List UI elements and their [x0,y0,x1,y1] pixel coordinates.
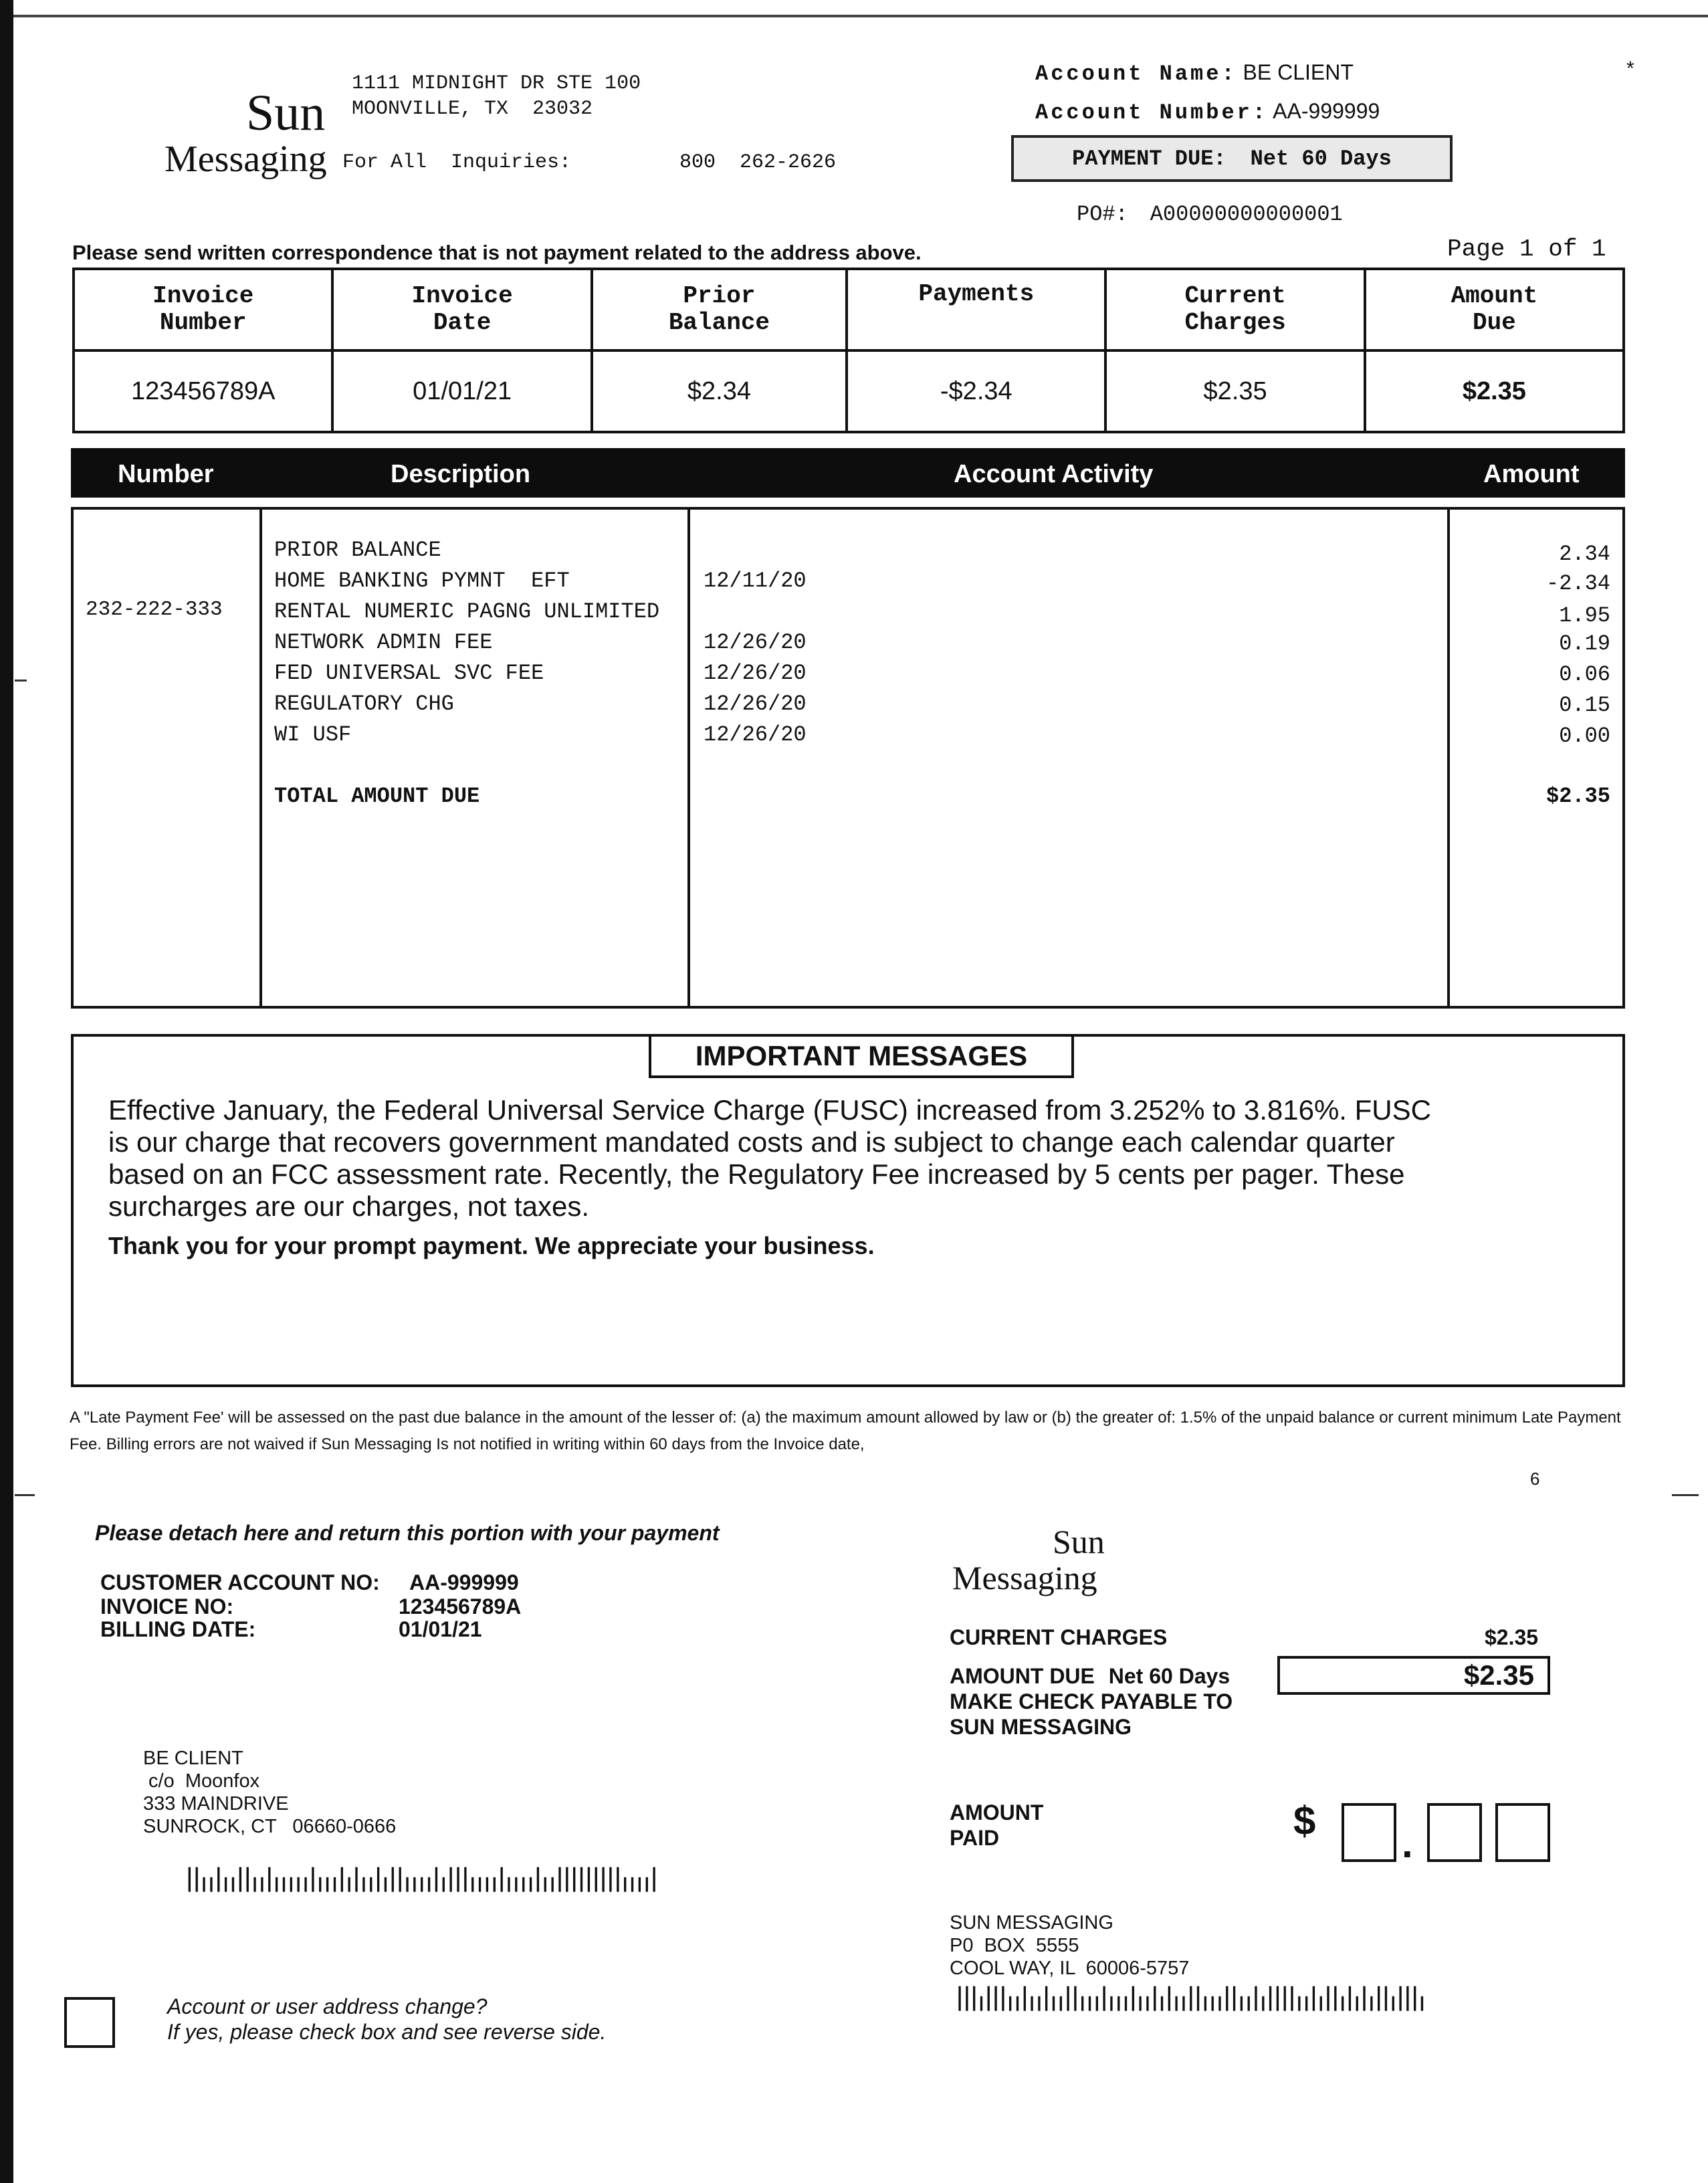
summary-header-prior-balance: Prior Balance [592,269,847,350]
barcode-bar [551,1877,553,1892]
barcode-bar [377,1867,379,1892]
barcode-bar [319,1877,321,1892]
decimal-point: . [1402,1821,1413,1866]
barcode-bar [988,1986,990,2011]
summary-header-row [74,269,1624,350]
barcode-bar [399,1867,401,1892]
barcode-bar [1096,1996,1098,2011]
column-divider [259,510,262,1006]
summary-invoice-number: 123456789A [74,350,332,432]
po-row [1077,201,1343,227]
barcode-bar [457,1867,459,1892]
barcode-bar [1414,1986,1416,2011]
barcode-bar [276,1877,278,1892]
customer-address [143,1747,396,1838]
summary-prior-balance: $2.34 [592,350,847,432]
barcode-bar [1385,1986,1387,2011]
barcode-bar [1241,1996,1243,2011]
invoice-no-value: 123456789A [399,1594,522,1619]
payment-due-box [1011,135,1453,182]
activity-row-amount: 0.00 [1559,724,1610,748]
barcode-bar [385,1877,387,1892]
amount-due-terms: Net 60 Days [1108,1664,1231,1688]
amount-due-label: AMOUNT DUE [950,1664,1095,1688]
barcode-bar [1024,1986,1026,2011]
barcode-bar [217,1867,219,1892]
remit-postal-barcode [914,1985,1477,2013]
activity-row-description: PRIOR BALANCE [274,538,441,562]
activity-row-amount: 1.95 [1559,603,1610,628]
amount-due-row [950,1664,1230,1689]
barcode-bar [1204,1996,1206,2011]
detach-note: Please detach here and return this portion with your payment [95,1521,720,1545]
fold-mark [15,680,27,682]
thank-you-message: Thank you for your prompt payment. We appreciate your business. [108,1232,875,1259]
account-activity-table [71,507,1625,1009]
barcode-bar [1421,1996,1423,2011]
barcode-bar [646,1877,648,1892]
detach-mark-right [1672,1494,1699,1496]
activity-account-number: 232-222-333 [86,598,223,621]
company-logo-sun: Sun [246,85,326,141]
barcode-bar [1074,1986,1076,2011]
activity-row-amount: 0.06 [1559,662,1610,687]
barcode-bar [1255,1986,1257,2011]
remit-address-line: SUN MESSAGING [950,1912,1113,1934]
barcode-bar [508,1877,510,1892]
important-messages-title: IMPORTANT MESSAGES [649,1034,1074,1078]
amount-paid-line2: PAID [950,1826,1000,1850]
barcode-bar [1305,1996,1307,2011]
barcode-bar [602,1867,604,1892]
customer-address-line: 333 MAINDRIVE [143,1793,289,1814]
barcode-bar [392,1867,394,1892]
barcode-bar [210,1877,212,1892]
address-change-line1: Account or user address change? [167,1994,488,2018]
activity-row-amount: -2.34 [1545,571,1610,596]
activity-row-amount: 2.34 [1559,542,1610,566]
barcode-bar [443,1877,445,1892]
barcode-bar [1067,1986,1069,2011]
company-logo-messaging: Messaging [165,138,327,180]
billing-date-value: 01/01/21 [399,1617,482,1641]
barcode-bar [1031,1996,1033,2011]
barcode-bar [1103,1986,1105,2011]
barcode-bar [479,1877,481,1892]
barcode-bar [1132,1986,1134,2011]
account-number-label: Account Number: [1035,100,1269,125]
amount-due-box: $2.35 [1277,1656,1550,1695]
barcode-bar [1060,1996,1062,2011]
barcode-bar [1327,1986,1329,2011]
company-address-line1: 1111 MIDNIGHT DR STE 100 [352,72,641,95]
amount-paid-dollars-box[interactable] [1342,1803,1396,1862]
barcode-bar [544,1877,546,1892]
barcode-bar [1161,1996,1163,2011]
account-number-row [1035,99,1380,125]
barcode-bar [348,1877,350,1892]
barcode-bar [1284,1986,1286,2011]
activity-row-description: WI USF [274,722,352,747]
barcode-bar [225,1877,227,1892]
barcode-bar [464,1867,466,1892]
barcode-bar [449,1867,451,1892]
barcode-bar [486,1877,488,1892]
barcode-bar [1363,1986,1365,2011]
barcode-bar [1045,1986,1047,2011]
summary-header-invoice-date: Invoice Date [332,269,591,350]
amount-paid-line1: AMOUNT [950,1800,1044,1825]
barcode-bar [1334,1986,1336,2011]
summary-amount-due: $2.35 [1365,350,1624,432]
barcode-bar [341,1867,343,1892]
barcode-bar [958,1986,960,2011]
barcode-bar [261,1877,263,1892]
remit-logo-messaging: Messaging [952,1559,1097,1596]
inquiries-phone: 800 262-2626 [679,151,837,174]
column-divider [1447,510,1450,1006]
scan-edge-top [13,15,1708,17]
barcode-bar [428,1877,430,1892]
activity-row-date: 12/26/20 [704,692,807,716]
late-fee-note: A "Late Payment Fee' will be assessed on the past due balance in the amount of the lesser of: (a) the maximum amount allowed by law or (b) the greater of: 1.5% of the unpaid balance or current minimum Late Payment Fee. Billing errors are not waived if Sun Messaging Is not notified in writing within 60 days from the Invoice date, [70,1409,1621,1453]
barcode-bar [1342,1996,1344,2011]
barcode-bar [1154,1986,1156,2011]
barcode-bar [1190,1986,1192,2011]
barcode-bar [1320,1996,1322,2011]
barcode-bar [631,1877,633,1892]
invoice-summary-table [72,268,1625,433]
summary-header-invoice-number: Invoice Number [74,269,332,350]
barcode-bar [1089,1996,1091,2011]
barcode-bar [537,1867,539,1892]
invoice-no-label: INVOICE NO: [100,1594,234,1619]
dollar-sign: $ [1293,1798,1316,1843]
current-charges-value: $2.35 [1485,1625,1539,1649]
customer-account-label: CUSTOMER ACCOUNT NO: [100,1570,380,1594]
barcode-bar [617,1867,619,1892]
billing-date-label: BILLING DATE: [100,1617,256,1641]
correspondence-note: Please send written correspondence that is not payment related to the address above. [72,241,922,264]
barcode-bar [283,1877,285,1892]
amount-paid-cents-ones-box[interactable] [1495,1803,1550,1862]
barcode-bar [1009,1996,1011,2011]
asterisk-mark: * [1626,58,1634,80]
barcode-bar [1081,1996,1083,2011]
barcode-bar [1017,1996,1019,2011]
activity-row-date: 12/26/20 [704,661,807,686]
activity-row-description: RENTAL NUMERIC PAGNG UNLIMITED [274,599,660,624]
barcode-bar [1248,1996,1250,2011]
detach-mark-left [15,1494,35,1496]
payment-due-value: Net 60 Days [1250,146,1392,171]
barcode-bar [639,1877,641,1892]
barcode-bar [239,1867,241,1892]
po-value: A00000000000001 [1150,202,1343,227]
activity-header-number: Number [118,460,214,488]
barcode-bar [1139,1996,1141,2011]
activity-row-amount: 0.15 [1559,693,1610,718]
remit-address-line: P0 BOX 5555 [950,1935,1079,1956]
barcode-bar [494,1877,496,1892]
activity-row-date: 12/26/20 [704,722,807,747]
barcode-bar [297,1877,299,1892]
summary-header-amount-due: Amount Due [1365,269,1624,350]
page-indicator: Page 1 of 1 [1447,235,1606,263]
activity-row-date: 12/26/20 [704,630,807,655]
activity-row-date: 12/11/20 [704,568,807,593]
activity-header-bar [71,448,1625,498]
barcode-bar [304,1877,306,1892]
customer-postal-barcode [143,1866,709,1894]
barcode-bar [624,1877,626,1892]
customer-account-value: AA-999999 [409,1570,519,1594]
barcode-bar [966,1986,968,2011]
column-divider [687,510,690,1006]
barcode-bar [595,1867,597,1892]
account-name-row [1035,60,1354,86]
barcode-bar [1146,1996,1148,2011]
remit-address-line: COOL WAY, IL 60006-5757 [950,1958,1190,1979]
summary-header-payments: Payments [847,269,1105,350]
barcode-bar [573,1867,575,1892]
barcode-bar [522,1877,524,1892]
summary-payments: -$2.34 [847,350,1105,432]
barcode-bar [326,1877,328,1892]
activity-row-description: REGULATORY CHG [274,692,454,716]
remit-logo-sun: Sun [1053,1523,1105,1560]
barcode-bar [500,1867,502,1892]
company-address-line2: MOONVILLE, TX 23032 [352,98,593,120]
barcode-bar [580,1867,582,1892]
barcode-bar [1370,1996,1372,2011]
barcode-bar [1378,1986,1380,2011]
activity-row-description: HOME BANKING PYMNT EFT [274,568,570,593]
summary-current-charges: $2.35 [1105,350,1364,432]
activity-header-account-activity: Account Activity [954,460,1154,488]
barcode-bar [1313,1986,1315,2011]
barcode-bar [1125,1996,1127,2011]
payment-due-label: PAYMENT DUE: [1072,146,1226,171]
activity-row-description: NETWORK ADMIN FEE [274,630,493,655]
barcode-bar [1399,1986,1401,2011]
barcode-bar [1269,1986,1271,2011]
po-label: PO#: [1077,202,1128,227]
address-change-line2: If yes, please check box and see reverse side. [167,2020,607,2044]
barcode-bar [1175,1996,1177,2011]
barcode-bar [1110,1996,1112,2011]
address-change-checkbox[interactable] [64,1997,115,2048]
inquiries-label: For All Inquiries: [342,151,572,174]
summary-invoice-date: 01/01/21 [332,350,591,432]
barcode-bar [980,1996,982,2011]
remit-address [950,1911,1189,1980]
barcode-bar [588,1867,590,1892]
barcode-bar [609,1867,611,1892]
barcode-bar [196,1867,198,1892]
barcode-bar [1117,1996,1119,2011]
barcode-bar [471,1877,473,1892]
barcode-bar [253,1877,255,1892]
customer-address-line: c/o Moonfox [143,1770,260,1792]
barcode-bar [1277,1986,1279,2011]
barcode-bar [1298,1996,1300,2011]
payable-to-line1: MAKE CHECK PAYABLE TO [950,1689,1233,1713]
barcode-bar [370,1877,372,1892]
barcode-bar [203,1877,205,1892]
barcode-bar [1212,1996,1214,2011]
barcode-bar [1291,1986,1293,2011]
total-amount-due-label: TOTAL AMOUNT DUE [274,784,480,809]
barcode-bar [1233,1986,1235,2011]
barcode-bar [268,1867,270,1892]
barcode-bar [515,1877,517,1892]
payable-to-line2: SUN MESSAGING [950,1715,1132,1739]
current-charges-label: CURRENT CHARGES [950,1625,1168,1649]
barcode-bar [406,1877,408,1892]
barcode-bar [1168,1986,1170,2011]
scan-edge [0,0,13,2183]
barcode-bar [1356,1996,1358,2011]
barcode-bar [247,1867,249,1892]
barcode-bar [653,1867,655,1892]
barcode-bar [1349,1986,1351,2011]
barcode-bar [413,1877,415,1892]
barcode-bar [566,1867,568,1892]
barcode-bar [232,1877,234,1892]
page-number: 6 [1530,1469,1540,1489]
activity-header-description: Description [391,460,531,488]
barcode-bar [558,1867,560,1892]
barcode-bar [1197,1986,1199,2011]
barcode-bar [312,1867,314,1892]
barcode-bar [1053,1996,1055,2011]
barcode-bar [355,1867,357,1892]
summary-value-row [74,350,1624,432]
barcode-bar [1262,1996,1264,2011]
barcode-bar [1182,1996,1184,2011]
barcode-bar [189,1867,191,1892]
important-messages-body: Effective January, the Federal Universal Service Charge (FUSC) increased from 3.252% to 3.816%. FUSC is our charge that recovers government mandated costs and is subject to change each calendar quarter based on an FCC assessment rate. Recently, the Regulatory Fee increased by 5 cents per pager. These surcharges are our charges, not taxes. [108,1094,1431,1222]
amount-paid-cents-tens-box[interactable] [1427,1803,1482,1862]
account-name-value: BE CLIENT [1243,60,1354,84]
barcode-bar [1392,1996,1394,2011]
barcode-bar [435,1867,437,1892]
barcode-bar [1406,1986,1408,2011]
activity-row-description: FED UNIVERSAL SVC FEE [274,661,544,686]
barcode-bar [973,1986,975,2011]
barcode-bar [994,1986,996,2011]
barcode-bar [334,1877,336,1892]
barcode-bar [1218,1996,1220,2011]
account-number-value: AA-999999 [1273,99,1380,123]
summary-header-current-charges: Current Charges [1105,269,1364,350]
barcode-bar [290,1877,292,1892]
barcode-bar [362,1877,364,1892]
activity-header-amount: Amount [1483,460,1580,488]
customer-address-line: SUNROCK, CT 06660-0666 [143,1816,397,1837]
barcode-bar [1002,1986,1004,2011]
account-name-label: Account Name: [1035,62,1237,86]
total-amount-due-value: $2.35 [1545,784,1610,809]
customer-address-line: BE CLIENT [143,1748,243,1769]
barcode-bar [1038,1996,1040,2011]
barcode-bar [421,1877,423,1892]
activity-row-amount: 0.19 [1559,631,1610,656]
barcode-bar [1226,1986,1228,2011]
barcode-bar [530,1877,532,1892]
